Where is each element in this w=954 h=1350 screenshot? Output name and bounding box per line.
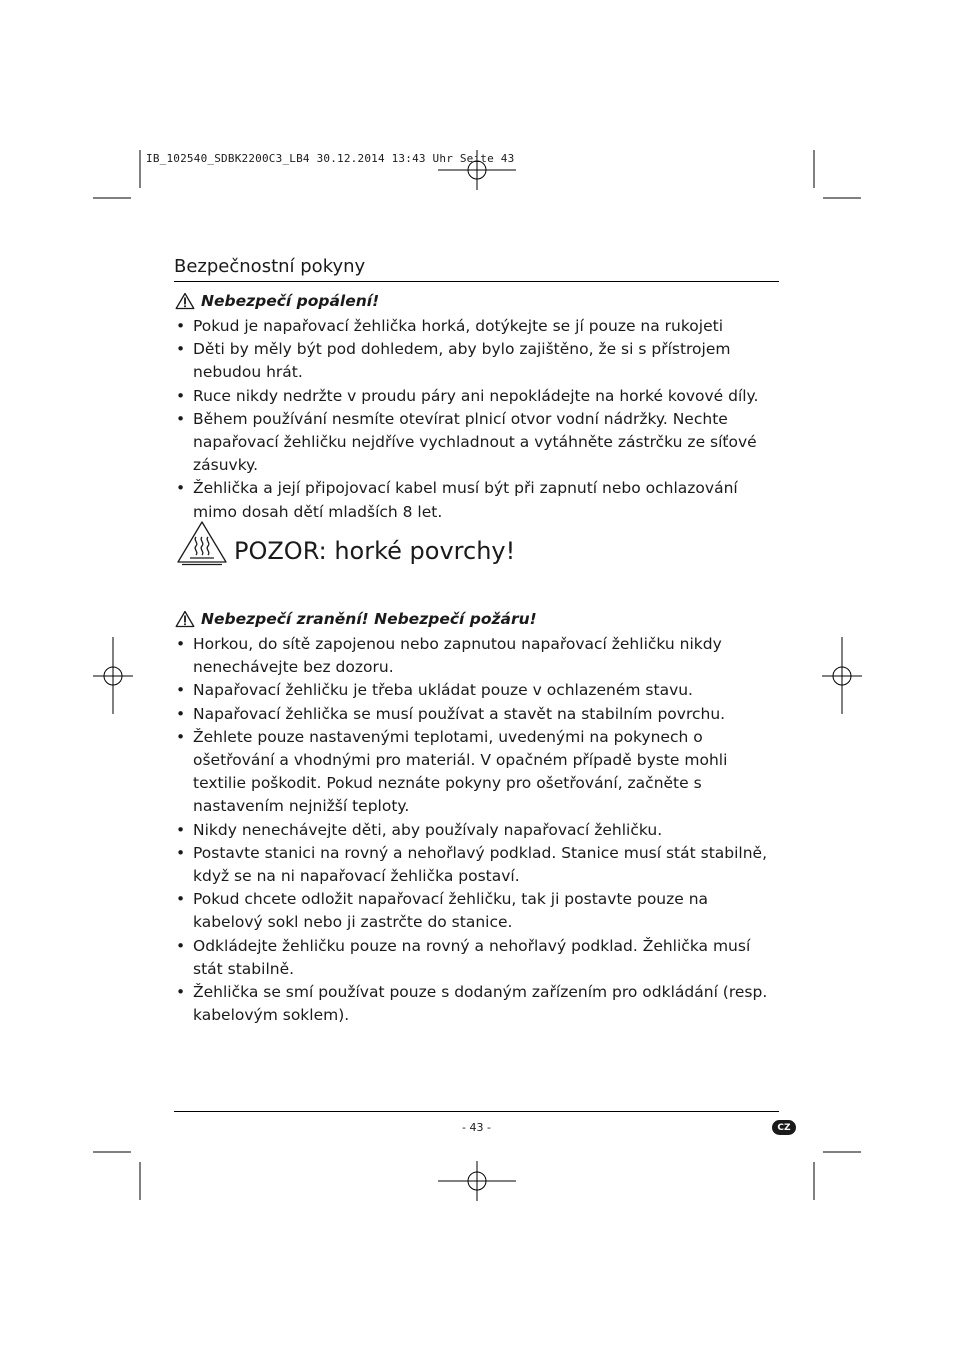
list-item: • Napařovací žehličku je třeba ukládat pouze v ochlazeném stavu. bbox=[174, 679, 780, 702]
list-item: • Postavte stanici na rovný a nehořlavý podklad. Stanice musí stát stabilně, když se na ni napařovací žehlička postaví. bbox=[174, 842, 780, 888]
hot-surface-warning-text: POZOR: horké povrchy! bbox=[234, 537, 516, 565]
page-number: - 43 - bbox=[462, 1121, 491, 1134]
list-item: • Děti by měly být pod dohledem, aby bylo zajištěno, že si s přístrojem nebudou hrát. bbox=[174, 338, 780, 384]
list-item: • Odkládejte žehličku pouze na rovný a nehořlavý podklad. Žehlička musí stát stabilně. bbox=[174, 935, 780, 981]
section-title-rule bbox=[174, 281, 779, 282]
warning-burn-heading bbox=[175, 292, 379, 310]
footer-rule bbox=[174, 1111, 779, 1112]
warning-injury-list bbox=[174, 633, 780, 1027]
list-item: • Nikdy nenechávejte děti, aby používaly napařovací žehličku. bbox=[174, 819, 780, 842]
warning-burn-list bbox=[174, 315, 780, 524]
language-badge: CZ bbox=[772, 1120, 796, 1135]
list-item: • Žehlete pouze nastavenými teplotami, uvedenými na pokynech o ošetřování a vhodnými pro materiál. V opačném případě byste mohli textilie poškodit. Pokud neznáte pokyny pro ošetřování, začněte s nastavením nejnižší teploty. bbox=[174, 726, 780, 819]
hot-surface-warning-icon bbox=[176, 520, 228, 566]
print-header: IB_102540_SDBK2200C3_LB4 30.12.2014 13:43 Uhr Seite 43 bbox=[146, 152, 515, 165]
list-item: • Ruce nikdy nedržte v proudu páry ani nepokládejte na horké kovové díly. bbox=[174, 385, 780, 408]
list-item: • Horkou, do sítě zapojenou nebo zapnutou napařovací žehličku nikdy nenechávejte bez dozoru. bbox=[174, 633, 780, 679]
list-item: • Žehlička se smí používat pouze s dodaným zařízením pro odkládání (resp. kabelovým soklem). bbox=[174, 981, 780, 1027]
list-item: • Během používání nesmíte otevírat plnicí otvor vodní nádržky. Nechte napařovací žehličku nejdříve vychladnout a vytáhněte zástrčku ze síťové zásuvky. bbox=[174, 408, 780, 478]
warning-triangle-icon bbox=[175, 292, 195, 310]
warning-injury-title: Nebezpečí zranění! Nebezpečí požáru! bbox=[201, 610, 537, 628]
warning-injury-heading bbox=[175, 610, 537, 628]
list-item: • Žehlička a její připojovací kabel musí být při zapnutí nebo ochlazování mimo dosah dětí mladších 8 let. bbox=[174, 477, 780, 523]
list-item: • Napařovací žehlička se musí používat a stavět na stabilním povrchu. bbox=[174, 703, 780, 726]
list-item: • Pokud je napařovací žehlička horká, dotýkejte se jí pouze na rukojeti bbox=[174, 315, 780, 338]
warning-burn-title: Nebezpečí popálení! bbox=[201, 292, 380, 310]
hot-surface-warning bbox=[176, 520, 515, 566]
list-item: • Pokud chcete odložit napařovací žehličku, tak ji postavte pouze na kabelový sokl nebo ji zastrčte do stanice. bbox=[174, 888, 780, 934]
warning-triangle-icon bbox=[175, 610, 195, 628]
section-title: Bezpečnostní pokyny bbox=[174, 256, 366, 277]
